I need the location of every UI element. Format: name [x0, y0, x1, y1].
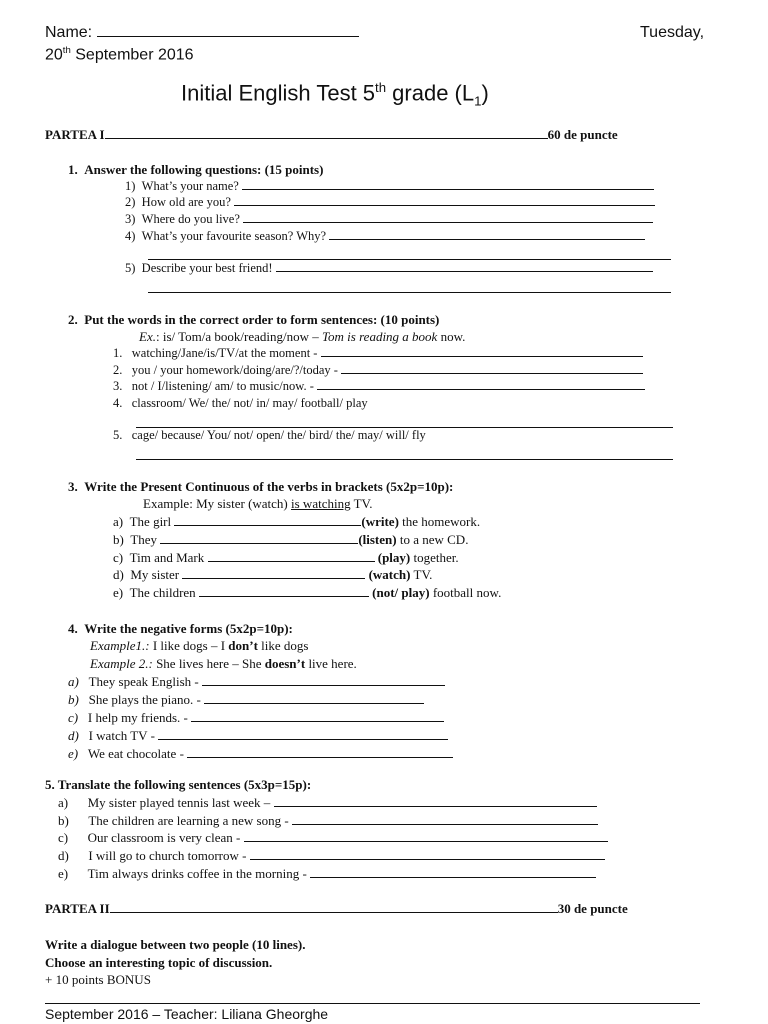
ex4-item-a [68, 674, 445, 690]
ex5-item-d [58, 848, 605, 864]
ex3-item-pre: Tim and Mark [129, 550, 205, 565]
ex5-answer-d[interactable] [250, 849, 605, 860]
ex5-item-e [58, 866, 596, 882]
title-sub: 1 [474, 93, 482, 109]
ex2-item-5 [113, 428, 426, 443]
ex4-example1-bold: don’t [228, 638, 258, 653]
ex4-heading [68, 621, 293, 637]
ex5-item-num: e) [58, 866, 69, 881]
ex1-answer-4[interactable] [329, 229, 645, 240]
ex4-item-text: They speak English - [88, 674, 199, 689]
ex3-item-num: a) [113, 514, 124, 529]
ex4-answer-c[interactable] [191, 711, 444, 722]
ex2-item-1 [113, 346, 643, 361]
ex1-item-4 [125, 229, 645, 244]
ex1-item-text: Where do you live? [141, 212, 240, 226]
partea1-heading [45, 127, 618, 143]
ex3-answer-e[interactable] [199, 586, 369, 597]
ex1-item-text: Describe your best friend! [141, 261, 273, 275]
ex4-answer-a[interactable] [202, 675, 445, 686]
ex5-item-b [58, 813, 598, 829]
ex3-answer-c[interactable] [208, 551, 375, 562]
footer-rule [45, 1003, 700, 1004]
ex4-example-2 [90, 656, 357, 672]
ex3-item-e [113, 585, 501, 601]
ex3-item-num: b) [113, 532, 124, 547]
ex3-item-post: the homework. [398, 514, 481, 529]
date-rest: September 2016 [70, 46, 194, 64]
ex5-answer-c[interactable] [244, 831, 608, 842]
title-close: ) [481, 80, 489, 106]
ex3-item-post: TV. [410, 567, 433, 582]
ex4-answer-d[interactable] [158, 729, 448, 740]
ex5-answer-e[interactable] [310, 867, 596, 878]
ex3-item-b [113, 532, 468, 548]
ex1-answer-2[interactable] [234, 195, 655, 206]
ex4-num: 4. [68, 621, 78, 636]
ex2-item-num: 4. [113, 396, 123, 410]
ex5-heading: 5. Translate the following sentences (5x3p=15p): [45, 777, 312, 792]
ex4-item-text: She plays the piano. - [88, 692, 201, 707]
ex2-answer-1[interactable] [321, 346, 643, 357]
ex4-example2-bold: doesn’t [264, 656, 306, 671]
ex1-item-5 [125, 261, 653, 276]
ex4-item-text: I watch TV - [88, 728, 155, 743]
ex3-title: Write the Present Continuous of the verbs in brackets (5x2p=10p): [84, 479, 454, 494]
ex3-item-num: c) [113, 550, 124, 565]
ex2-answer-5[interactable] [136, 449, 673, 460]
ex4-answer-e[interactable] [187, 747, 453, 758]
ex4-item-num: a) [68, 674, 79, 689]
ex1-answer-5-line2[interactable] [148, 282, 671, 293]
ex3-item-num: e) [113, 585, 124, 600]
ex5-item-num: c) [58, 830, 69, 845]
ex1-item-num: 1) [125, 179, 136, 193]
ex3-answer-d[interactable] [182, 568, 365, 579]
ex2-item-3 [113, 379, 645, 394]
name-label-text: Name: [45, 24, 93, 41]
ex4-item-d [68, 728, 448, 744]
title-main: Initial English Test 5 [181, 80, 376, 106]
footer-text: September 2016 – Teacher: Liliana Gheorghe [45, 1006, 329, 1022]
ex2-item-num: 5. [113, 428, 123, 442]
ex3-item-pre: They [130, 532, 158, 547]
ex1-item-text: How old are you? [141, 195, 231, 209]
ex3-example-post: TV. [350, 496, 373, 511]
ex1-answer-3[interactable] [243, 212, 653, 223]
ex2-example-end: now. [437, 329, 466, 344]
ex4-item-num: e) [68, 746, 79, 761]
partea1-rule [105, 128, 548, 139]
title-grade: grade (L [386, 80, 475, 106]
ex4-item-num: b) [68, 692, 79, 707]
ex4-example2-label: Example 2.: [90, 656, 153, 671]
ex1-item-3 [125, 212, 653, 227]
partea2-rule [110, 902, 558, 913]
ex5-answer-a[interactable] [274, 796, 597, 807]
ex3-num: 3. [68, 479, 78, 494]
date-day: 20 [45, 46, 63, 64]
ex1-answer-4-line2[interactable] [148, 249, 671, 260]
ex4-item-text: We eat chocolate - [87, 746, 184, 761]
ex1-item-text: What’s your name? [141, 179, 239, 193]
date-line [45, 45, 194, 64]
date-right: Tuesday, [640, 24, 705, 41]
ex5-item-num: b) [58, 813, 69, 828]
ex4-item-c [68, 710, 444, 726]
dialogue-instruction-1: Write a dialogue between two people (10 lines). [45, 937, 306, 952]
ex4-example2-post: live here. [305, 656, 357, 671]
ex2-item-text: cage/ because/ You/ not/ open/ the/ bird/ the/ may/ will/ fly [131, 428, 426, 442]
ex3-item-verb: (not/ play) [372, 585, 430, 600]
ex5-item-text: The children are learning a new song - [88, 813, 289, 828]
partea1-label: PARTEA I [45, 127, 105, 142]
ex1-item-1 [125, 179, 654, 194]
ex2-example [139, 329, 465, 345]
ex1-answer-5[interactable] [276, 261, 653, 272]
ex3-item-post: to a new CD. [396, 532, 469, 547]
ex3-item-verb: (write) [361, 514, 399, 529]
ex2-answer-4[interactable] [136, 417, 673, 428]
ex1-num: 1. [68, 162, 78, 177]
ex2-item-num: 1. [113, 346, 123, 360]
ex1-item-num: 3) [125, 212, 136, 226]
ex4-example1-label: Example1.: [90, 638, 150, 653]
ex2-item-text: classroom/ We/ the/ not/ in/ may/ football/ play [131, 396, 368, 410]
ex5-item-text: Our classroom is very clean - [87, 830, 241, 845]
ex3-item-verb: (listen) [358, 532, 397, 547]
page-title [181, 80, 489, 109]
ex3-item-pre: The girl [129, 514, 172, 529]
ex2-heading [68, 312, 439, 328]
ex4-example1-pre: I like dogs – I [149, 638, 229, 653]
ex2-item-text: not / I/listening/ am/ to music/now. - [131, 379, 314, 393]
name-field[interactable] [97, 26, 359, 37]
dialogue-instruction-2: Choose an interesting topic of discussion. [45, 955, 273, 970]
ex1-heading [68, 162, 323, 178]
date-suffix: th [62, 45, 71, 56]
ex1-item-num: 5) [125, 261, 136, 275]
ex2-item-2 [113, 363, 643, 378]
ex2-item-text: watching/Jane/is/TV/at the moment - [131, 346, 318, 360]
title-sup: th [375, 80, 387, 95]
ex2-example-words: : is/ Tom/a book/reading/now – [155, 329, 322, 344]
ex4-example1-post: like dogs [257, 638, 309, 653]
ex4-answer-b[interactable] [204, 693, 424, 704]
partea1-points: 60 de puncte [547, 127, 618, 142]
ex3-item-c [113, 550, 459, 566]
ex3-example-pre: Example: My sister (watch) [143, 496, 292, 511]
ex4-item-num: d) [68, 728, 79, 743]
ex2-title: Put the words in the correct order to form sentences: (10 points) [84, 312, 440, 327]
ex3-item-pre: The children [129, 585, 196, 600]
ex4-title: Write the negative forms (5x2p=10p): [84, 621, 293, 636]
name-label [45, 24, 359, 42]
ex3-example-answer: is watching [291, 496, 351, 511]
ex3-example [143, 496, 373, 512]
ex2-item-num: 2. [113, 363, 123, 377]
partea2-heading [45, 901, 628, 917]
ex5-item-num: a) [58, 795, 69, 810]
ex2-example-label: Ex. [139, 329, 156, 344]
ex4-example2-pre: She lives here – She [152, 656, 265, 671]
bonus-text: + 10 points BONUS [45, 972, 151, 987]
ex3-heading [68, 479, 453, 495]
ex4-item-b [68, 692, 424, 708]
ex3-item-d [113, 567, 432, 583]
ex4-item-num: c) [68, 710, 79, 725]
ex4-example-1 [90, 638, 308, 654]
partea2-label: PARTEA II [45, 901, 110, 916]
ex5-item-num: d) [58, 848, 69, 863]
ex3-item-verb: (watch) [368, 567, 411, 582]
ex2-item-num: 3. [113, 379, 123, 393]
ex5-item-text: Tim always drinks coffee in the morning - [87, 866, 307, 881]
ex2-example-answer: Tom is reading a book [322, 329, 438, 344]
ex3-item-num: d) [113, 567, 124, 582]
partea2-points: 30 de puncte [557, 901, 628, 916]
ex1-title: Answer the following questions: (15 points) [84, 162, 324, 177]
ex3-item-pre: My sister [130, 567, 180, 582]
ex1-item-num: 4) [125, 229, 136, 243]
ex3-answer-a[interactable] [174, 515, 361, 526]
ex1-item-2 [125, 195, 655, 210]
ex5-item-text: My sister played tennis last week – [87, 795, 271, 810]
ex2-item-text: you / your homework/doing/are/?/today - [131, 363, 338, 377]
ex1-item-text: What’s your favourite season? Why? [141, 229, 327, 243]
ex2-item-4 [113, 396, 368, 411]
ex5-answer-b[interactable] [292, 814, 598, 825]
ex2-answer-3[interactable] [317, 379, 645, 390]
ex3-answer-b[interactable] [160, 533, 358, 544]
ex5-item-a [58, 795, 597, 811]
ex3-item-post: together. [410, 550, 459, 565]
ex5-item-text: I will go to church tomorrow - [88, 848, 247, 863]
ex4-item-e [68, 746, 453, 762]
ex3-item-a [113, 514, 480, 530]
ex5-item-c [58, 830, 608, 846]
ex4-item-text: I help my friends. - [87, 710, 188, 725]
ex1-answer-1[interactable] [242, 179, 654, 190]
ex3-item-verb: (play) [377, 550, 411, 565]
ex2-answer-2[interactable] [341, 363, 643, 374]
ex2-num: 2. [68, 312, 78, 327]
ex3-item-post: football now. [429, 585, 502, 600]
ex1-item-num: 2) [125, 195, 136, 209]
